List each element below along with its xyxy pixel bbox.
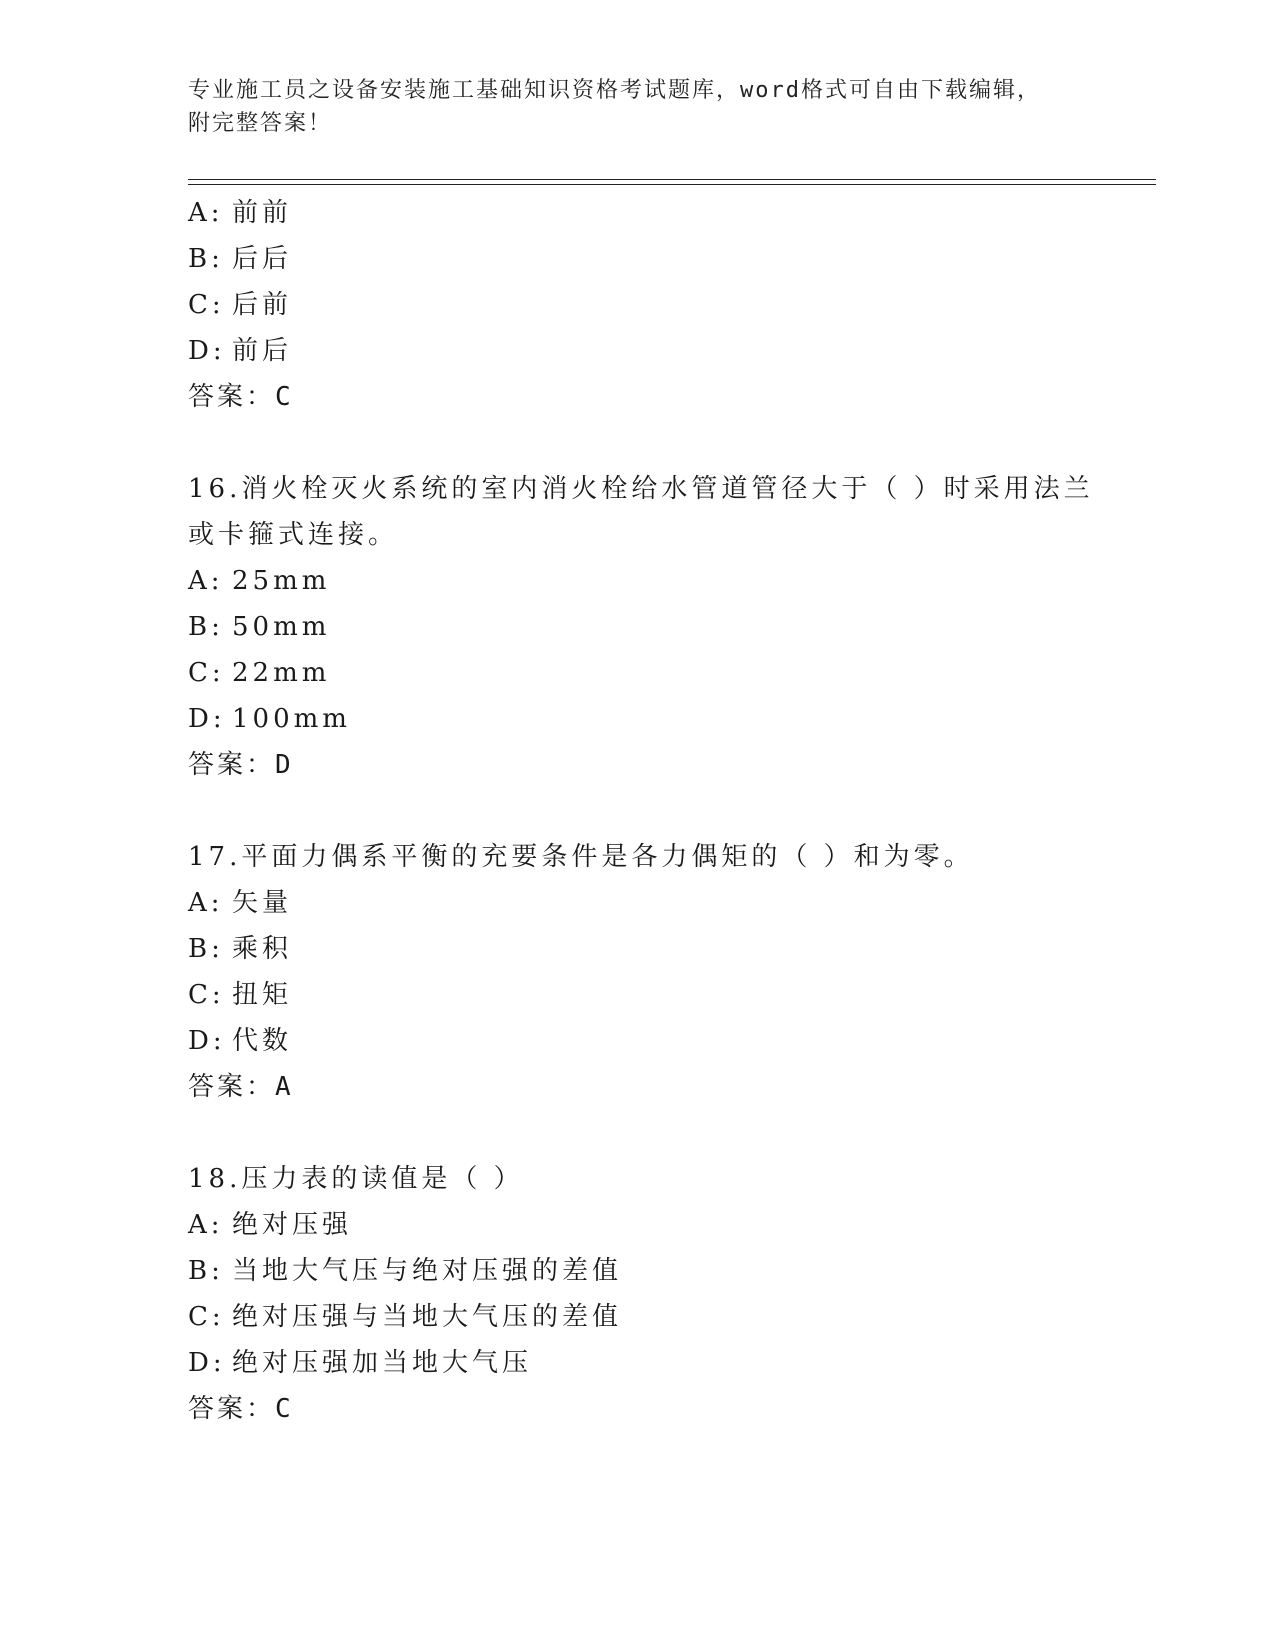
option-a: [188, 190, 1088, 236]
option-b: [188, 1248, 1088, 1294]
option-text: 当地大气压与绝对压强的差值: [232, 1256, 623, 1286]
answer-line: 答案：C: [188, 1394, 294, 1424]
option-b: [188, 236, 1088, 282]
option-letter: C:: [188, 658, 225, 688]
question-text: 18.压力表的读值是（ ）: [188, 1164, 524, 1194]
option-text: 绝对压强与当地大气压的差值: [232, 1302, 623, 1332]
question-18: [188, 1156, 1088, 1432]
option-letter: C:: [188, 980, 225, 1010]
option-letter: A:: [188, 1210, 224, 1240]
option-letter: B:: [188, 612, 224, 642]
option-letter: B:: [188, 934, 224, 964]
question-text: 16.消火栓灭火系统的室内消火栓给水管道管径大于（ ）时采用法兰: [188, 474, 1094, 504]
answer-line: 答案：D: [188, 750, 294, 780]
option-d: [188, 328, 1088, 374]
question-16: [188, 466, 1094, 788]
option-letter: D:: [188, 1026, 226, 1056]
option-letter: D:: [188, 336, 226, 366]
option-letter: B:: [188, 244, 224, 274]
option-text: 50mm: [232, 612, 331, 642]
option-text: 22mm: [232, 658, 331, 688]
question-17: [188, 834, 1088, 1110]
option-d: [188, 1018, 1088, 1064]
answer-line: 答案：C: [188, 382, 294, 412]
option-text: 100mm: [232, 704, 351, 734]
option-text: 绝对压强加当地大气压: [232, 1348, 533, 1378]
option-letter: D:: [188, 1348, 226, 1378]
option-text: 绝对压强: [232, 1210, 353, 1240]
option-a: [188, 880, 1088, 926]
question-list: [188, 190, 1094, 1432]
option-letter: C:: [188, 290, 225, 320]
option-text: 后后: [232, 244, 293, 274]
option-d: [188, 696, 1088, 742]
option-text: 扭矩: [232, 980, 293, 1010]
header-divider: [188, 179, 1156, 185]
option-letter: D:: [188, 704, 226, 734]
question-text: 17.平面力偶系平衡的充要条件是各力偶矩的（ ）和为零。: [188, 842, 974, 872]
option-text: 后前: [232, 290, 293, 320]
spacer: [188, 788, 1088, 834]
question-text-continued: 或卡箍式连接。: [188, 520, 399, 550]
spacer: [188, 1110, 1088, 1156]
spacer: [188, 420, 1088, 466]
option-letter: A:: [188, 198, 224, 228]
question-15: [188, 190, 1088, 420]
option-text: 前后: [232, 336, 293, 366]
option-text: 前前: [232, 198, 293, 228]
option-text: 乘积: [232, 934, 293, 964]
option-b: [188, 926, 1088, 972]
option-text: 代数: [232, 1026, 293, 1056]
header-line-2: 附完整答案！: [188, 111, 333, 136]
option-b: [188, 604, 1088, 650]
option-a: [188, 558, 1088, 604]
option-letter: C:: [188, 1302, 225, 1332]
option-c: [188, 1294, 1088, 1340]
header-line-1: 专业施工员之设备安装施工基础知识资格考试题库，word格式可自由下载编辑，: [188, 78, 1041, 103]
document-header: [188, 74, 1088, 140]
option-letter: B:: [188, 1256, 224, 1286]
option-letter: A:: [188, 566, 224, 596]
option-c: [188, 282, 1088, 328]
option-c: [188, 972, 1088, 1018]
answer-line: 答案：A: [188, 1072, 294, 1102]
option-d: [188, 1340, 1088, 1386]
option-c: [188, 650, 1088, 696]
option-letter: A:: [188, 888, 224, 918]
option-a: [188, 1202, 1088, 1248]
option-text: 25mm: [232, 566, 331, 596]
option-text: 矢量: [232, 888, 293, 918]
